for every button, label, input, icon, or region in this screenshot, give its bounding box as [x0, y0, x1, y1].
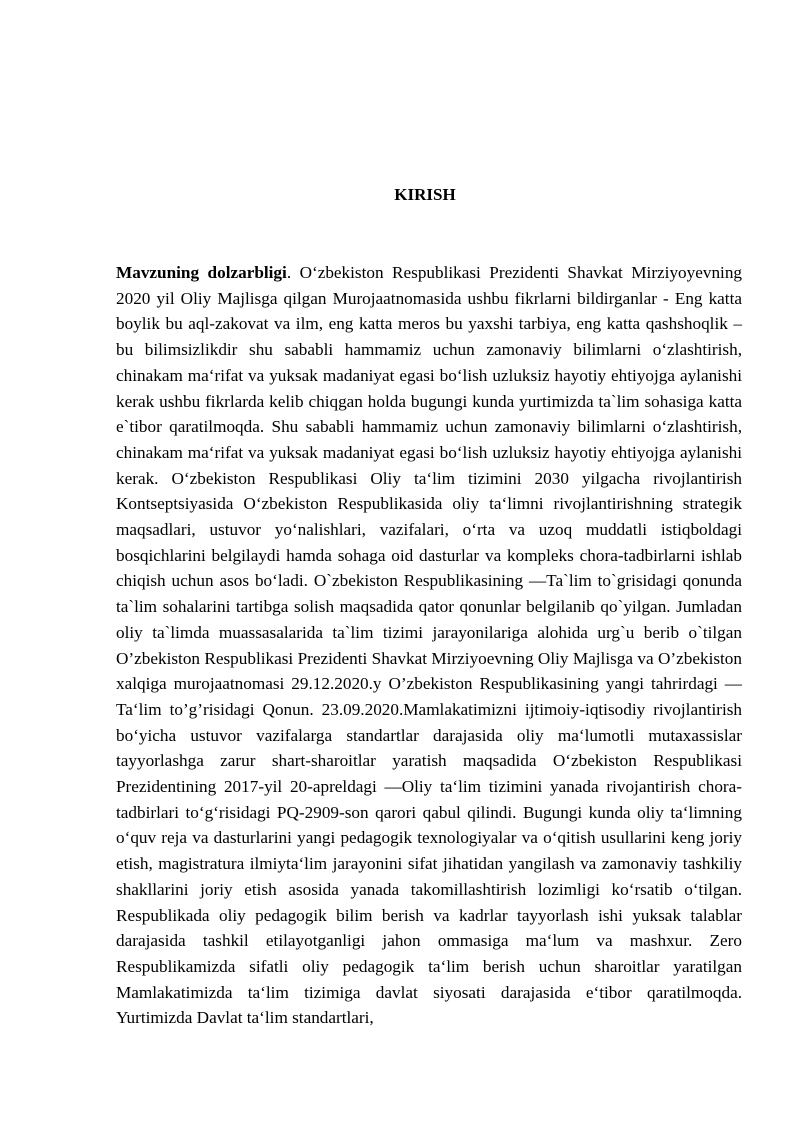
body-paragraph	[116, 260, 742, 1031]
lead-punctuation: .	[286, 263, 292, 282]
section-heading: KIRISH	[394, 185, 456, 204]
lead-term: Mavzuning dolzarbligi	[116, 263, 287, 282]
paragraph-text: O‘zbekiston Respublikasi Prezidenti Shavkat Mirziyoyevning 2020 yil Oliy Majlisga qilgan Murojaatnomasida ushbu fikrlarni bildirganlar - Eng katta boylik bu aql-zakovat va ilm, eng katta meros bu yaxshi tarbiya, eng katta qashshoqlik – bu bilimsizlikdir shu sababli hammamiz uchun zamonaviy bilimlarni o‘zlashtirish, chinakam ma‘rifat va yuksak madaniyat egasi bo‘lish uzluksiz hayotiy ehtiyojga aylanishi kerak ushbu fikrlarda kelib chiqgan holda bugungi kunda yurtimizda ta`lim sohasiga katta e`tibor qaratilmoqda. Shu sababli hammamiz uchun zamonaviy bilimlarni o‘zlashtirish, chinakam ma‘rifat va yuksak madaniyat egasi bo‘lish uzluksiz hayotiy ehtiyojga aylanishi kerak. O‘zbekiston Respublikasi Oliy ta‘lim tizimini 2030 yilgacha rivojlantirish Kontseptsiyasida O‘zbekiston Respublikasida oliy ta‘limni rivojlantirishning strategik maqsadlari, ustuvor yo‘nalishlari, vazifalari, o‘rta va uzoq muddatli istiqboldagi bosqichlarini belgilaydi hamda sohaga oid dasturlar va kompleks chora-tadbirlarni ishlab chiqish uchun asos bo‘ladi. O`zbekiston Respublikasining —Ta`lim to`grisidagi qonunda ta`lim sohalarini tartibga solish maqsadida qator qonunlar belgilanib qo`yilgan. Jumladan oliy ta`limda muassasalarida ta`lim tizimi jarayonilariga alohida urg`u berib o`tilgan O’zbekiston Respublikasi Prezidenti Shavkat Mirziyoevning Oliy Majlisga va O’zbekiston xalqiga murojaatnomasi 29.12.2020.y O’zbekiston Respublikasining yangi tahrirdagi —Ta‘lim to’g’risidagi Qonun. 23.09.2020.Mamlakatimizni ijtimoiy-iqtisodiy rivojlantirish bo‘yicha ustuvor vazifalarga standartlar darajasida oliy ma‘lumotli mutaxassislar tayyorlashga zarur shart-sharoitlar yaratish maqsadida O‘zbekiston Respublikasi Prezidentining 2017-yil 20-apreldagi —Oliy ta‘lim tizimini yanada rivojantirish chora-tadbirlari to‘g‘risidagi PQ-2909-son qarori qabul qilindi. Bugungi kunda oliy ta‘limning o‘quv reja va dasturlarini yangi pedagogik texnologiyalar va o‘qitish usullarini keng joriy etish, magistratura ilmiyta‘lim jarayonini sifat jihatidan yangilash va zamonaviy tashkiliy shakllarini joriy etish asosida yanada takomillashtirish lozimligi ko‘rsatib o‘tilgan. Respublikada oliy pedagogik bilim berish va kadrlar tayyorlash ishi yuksak talablar darajasida tashkil etilayotganligi jahon ommasiga ma‘lum va mashxur. Zero Respublikamizda sifatli oliy pedagogik ta‘lim berish uchun sharoitlar yaratilgan Mamlakatimizda ta‘lim tizimiga davlat siyosati darajasida e‘tibor qaratilmoqda. Yurtimizda Davlat ta‘lim standartlari,	[116, 263, 743, 1028]
